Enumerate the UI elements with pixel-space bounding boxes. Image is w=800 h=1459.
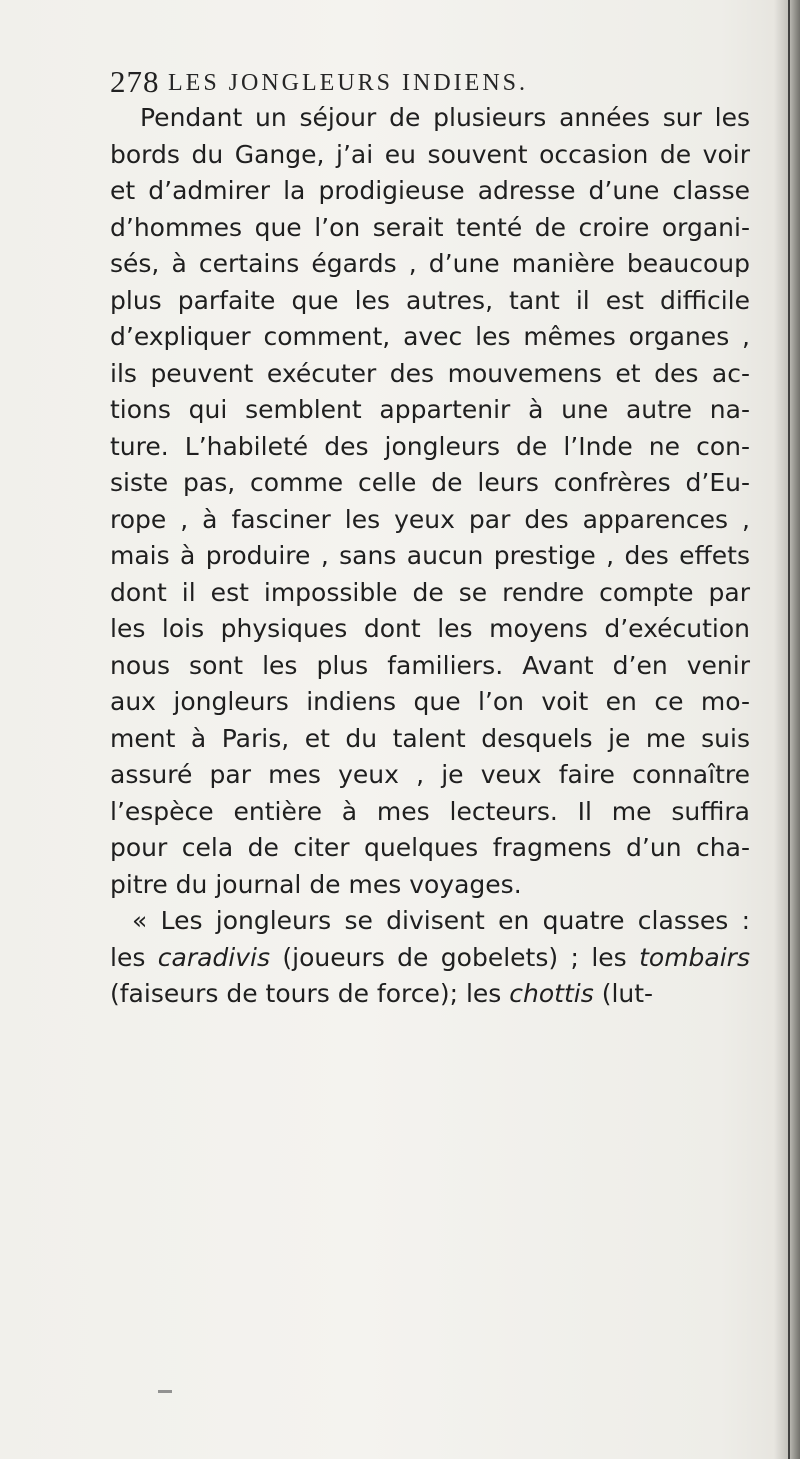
running-head: LES JONGLEURS INDIENS. — [168, 70, 528, 96]
text-line: sés, à certains égards , d’une manière beaucoup — [110, 249, 750, 278]
text-line: rope , à fasciner les yeux par des apparences , — [110, 504, 750, 534]
text-line: mais à produire , sans aucun prestige , des effets — [110, 541, 750, 570]
quote-text: (faiseurs de tours de force); les — [110, 979, 510, 1008]
quote-text: les — [110, 942, 158, 972]
quote-text: (joueurs de gobelets) ; les — [270, 942, 640, 972]
text-line: ils peuvent exécuter des mouvemens et des ac- — [110, 358, 750, 388]
text-line: d’hommes que l’on serait tenté de croire organi- — [110, 212, 750, 242]
text-line: les lois physiques dont les moyens d’exécution — [110, 614, 750, 643]
text-line: pitre du journal de mes voyages. — [110, 869, 522, 899]
page-edge-line — [788, 0, 790, 1459]
text-line: Pendant un séjour de plusieurs années sur les — [140, 103, 750, 132]
quote-line: « Les jongleurs se divisent en quatre classes : — [132, 906, 750, 935]
page-number: 278 — [110, 64, 160, 99]
text-line: siste pas, comme celle de leurs confrères d’Eu- — [110, 468, 750, 497]
text-line: pour cela de citer quelques fragmens d’un cha- — [110, 833, 750, 862]
text-line: assuré par mes yeux , je veux faire connaître — [110, 760, 750, 789]
text-line: et d’admirer la prodigieuse adresse d’une classe — [110, 176, 750, 205]
text-line: tions qui semblent appartenir à une autre na- — [110, 395, 750, 424]
term-tombairs: tombairs — [639, 942, 750, 972]
text-line: aux jongleurs indiens que l’on voit en ce mo- — [110, 687, 750, 716]
text-line: bords du Gange, j’ai eu souvent occasion de voir — [110, 139, 750, 169]
print-mark — [158, 1390, 172, 1393]
text-line: d’expliquer comment, avec les mêmes organes , — [110, 322, 750, 351]
text-line: nous sont les plus familiers. Avant d’en venir — [110, 650, 750, 680]
page-gutter-shadow — [774, 0, 800, 1459]
quote-line — [110, 976, 750, 1013]
text-line: dont il est impossible de se rendre compte par — [110, 577, 750, 607]
text-line: l’espèce entière à mes lecteurs. Il me suffira — [110, 796, 750, 826]
quote-line — [110, 940, 750, 977]
text-line: plus parfaite que les autres, tant il est difficile — [110, 285, 750, 315]
page-header — [110, 62, 750, 102]
text-line: ture. L’habileté des jongleurs de l’Inde ne con- — [110, 431, 750, 461]
quote-text: (lut- — [593, 979, 654, 1008]
term-chottis: chottis — [509, 979, 594, 1008]
body-text — [110, 100, 750, 1013]
term-caradivis: caradivis — [157, 942, 270, 972]
text-line: ment à Paris, et du talent desquels je me suis — [110, 723, 750, 753]
